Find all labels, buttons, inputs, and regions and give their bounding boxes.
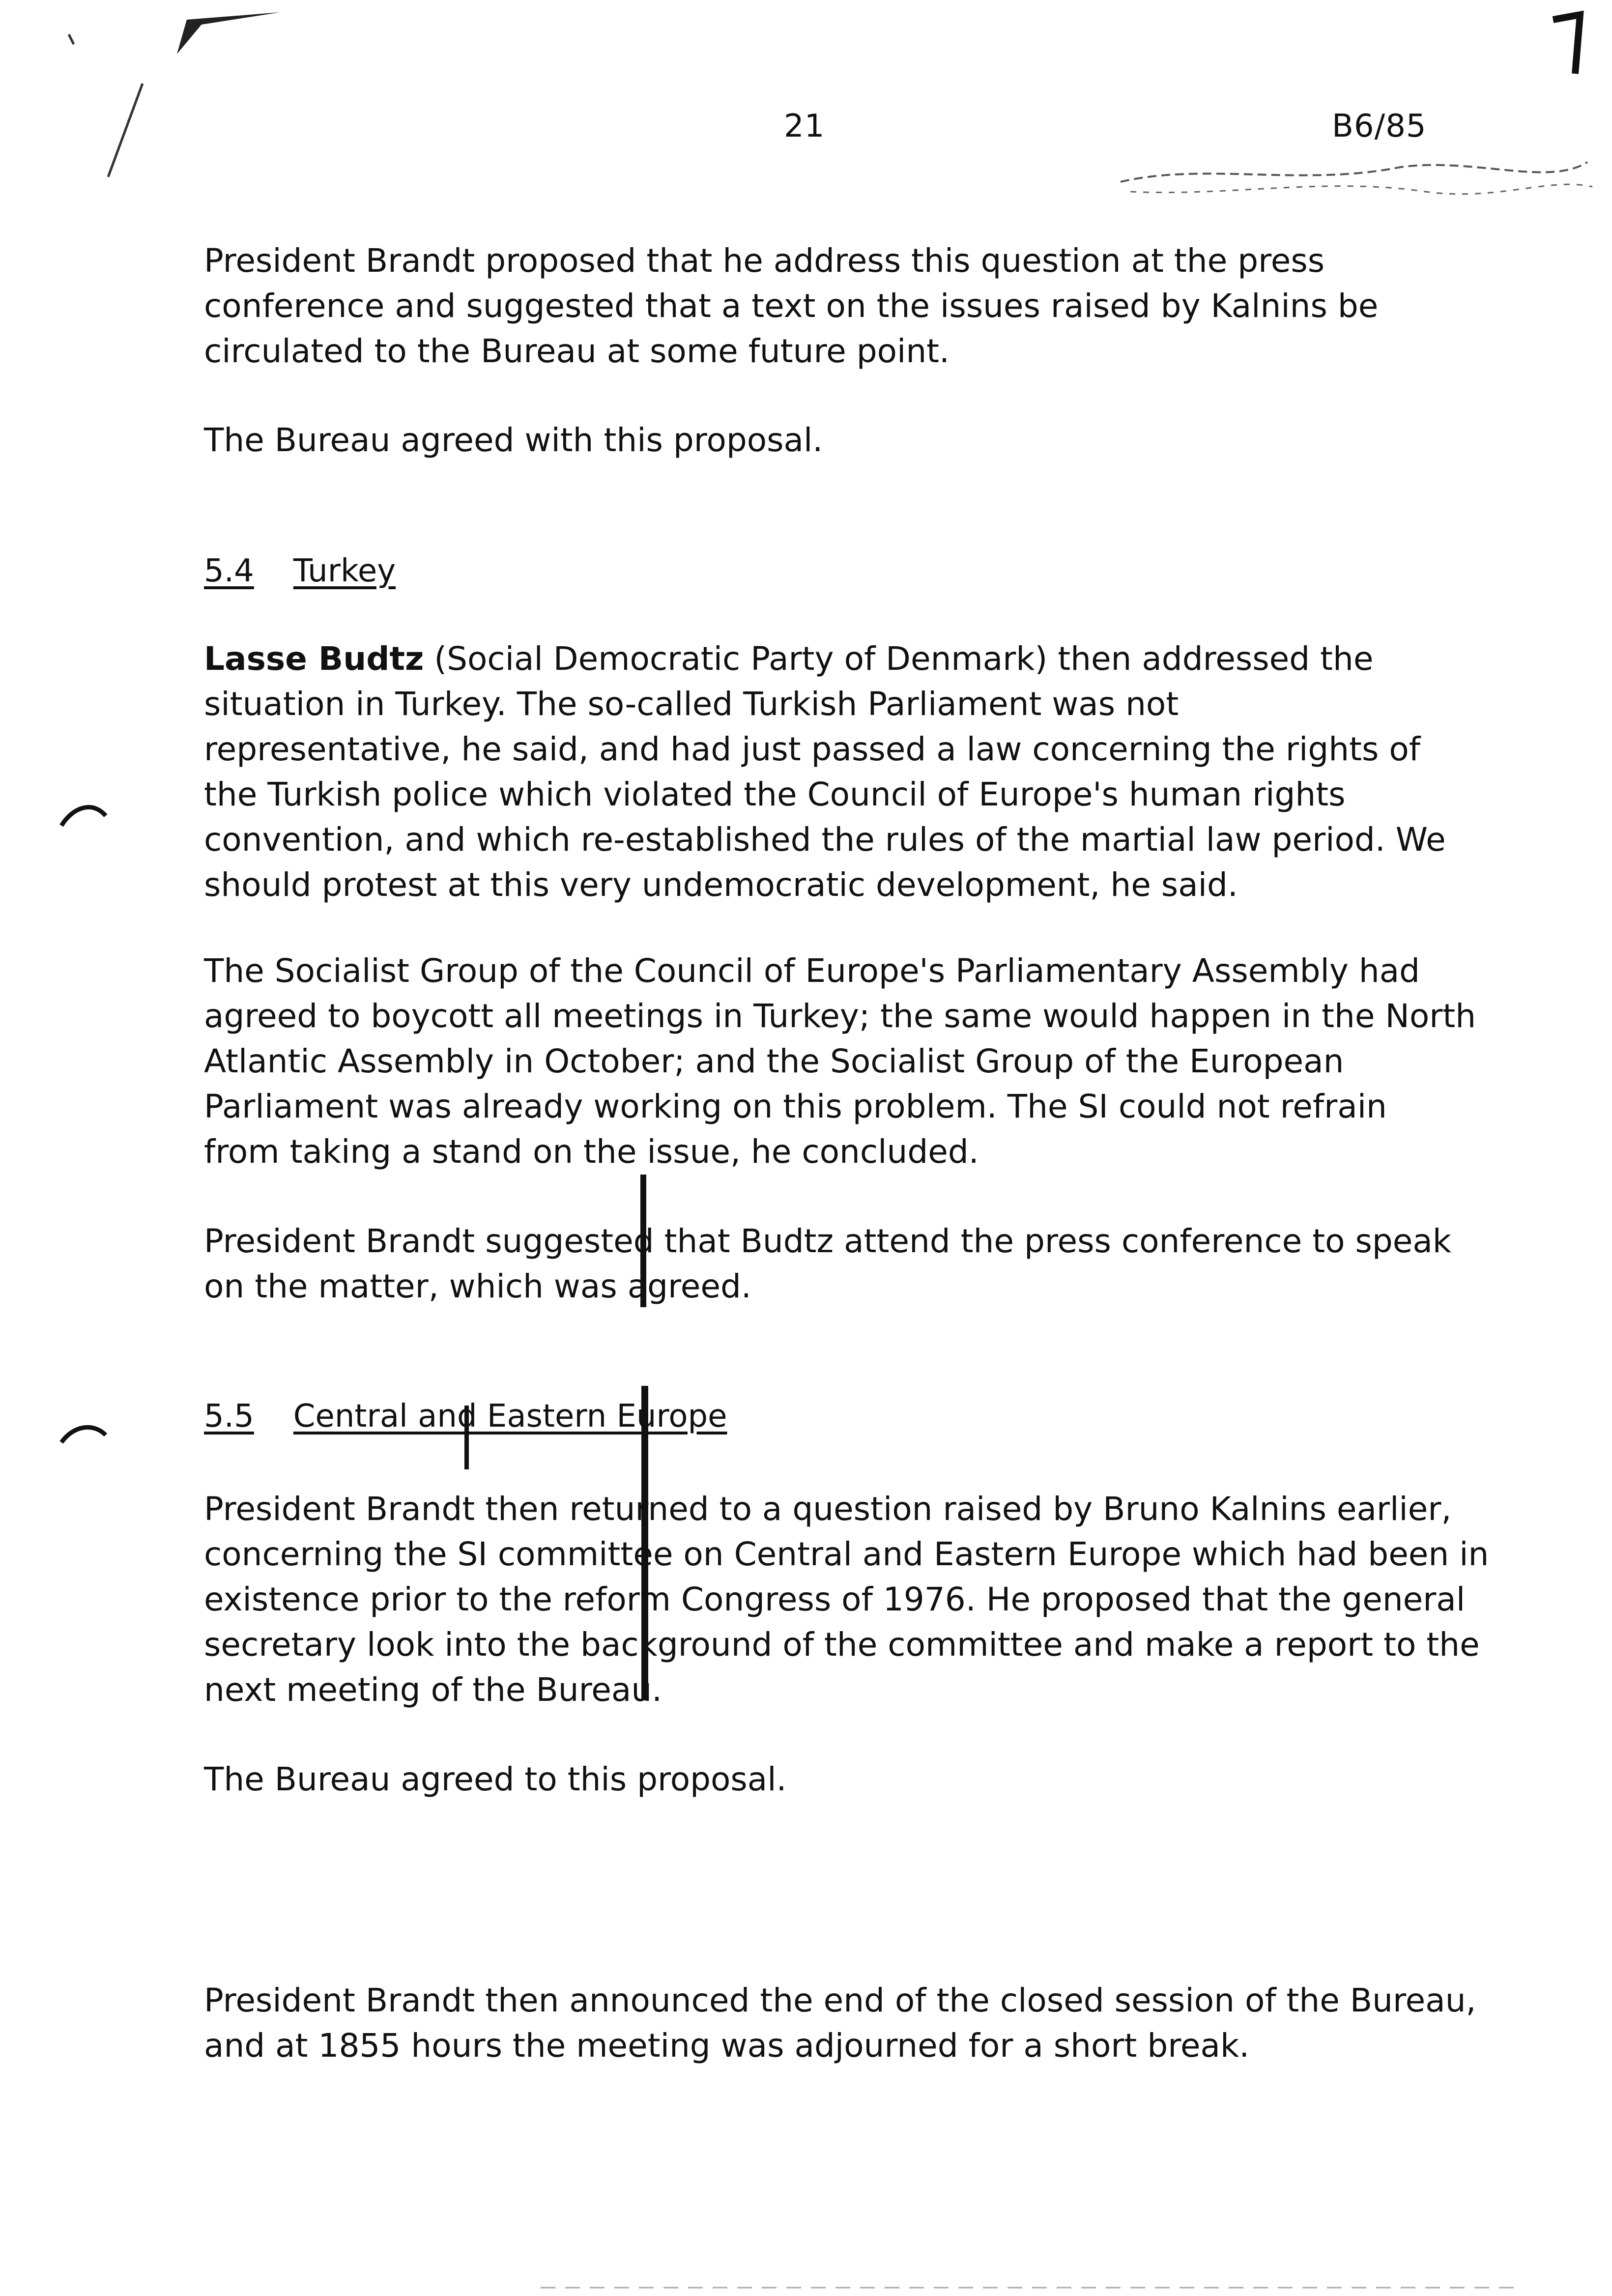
paragraph-budtz-turkey: Lasse Budtz (Social Democratic Party of Denmark) then addressed the situation in Turkey. The so-called Turkish Parliament was not representative, he said, and had just passed a law concerning the rights of the Turkish police which violated the Council of Europe's human rights convention, and which re-established the rules of the martial law period. We should protest at this very undemocratic development, he said. <box>204 640 1446 904</box>
tick-mark <box>69 34 74 44</box>
hole-punch-arc <box>61 807 106 826</box>
paragraph-brandt-proposal: President Brandt proposed that he address this question at the press conference and suggested that a text on the issues raised by Kalnins be circulated to the Bureau at some future point. <box>204 242 1379 370</box>
corner-smudge <box>177 12 280 54</box>
paragraph-socialist-group: The Socialist Group of the Council of Europe's Parliamentary Assembly had agreed to boycott all meetings in Turkey; the same would happen in the North Atlantic Assembly in October; and the Socialist Group of the European Parliament was already working on this problem. The SI could not refrain from taking a stand on the issue, he concluded. <box>204 952 1476 1171</box>
header-scribble <box>1121 162 1587 182</box>
speaker-name: Lasse Budtz <box>204 640 424 678</box>
section-heading-central-eastern-europe: 5.5 Central and Eastern Europe <box>204 1398 727 1435</box>
margin-stroke <box>108 84 143 177</box>
hole-punch-arc <box>61 1427 106 1442</box>
paragraph-session-end: President Brandt then announced the end of the closed session of the Bureau, and at 1855 hours the meeting was adjourned for a short break. <box>204 1981 1476 2065</box>
paragraph-bureau-agreed-2: The Bureau agreed to this proposal. <box>204 1760 787 1798</box>
page-number: 21 <box>784 108 825 144</box>
paragraph-si-committee: President Brandt then returned to a question raised by Bruno Kalnins earlier, concerning the SI committee on Central and Eastern Europe which had been in existence prior to the reform Congress of 1976. He proposed that the general secretary look into the background of the committee and make a report to the next meeting of the Bureau. <box>204 1490 1489 1709</box>
paragraph-bureau-agreed: The Bureau agreed with this proposal. <box>204 421 823 459</box>
header-scribble <box>1130 184 1592 194</box>
document-reference: B6/85 <box>1332 108 1427 144</box>
binder-mark <box>1553 15 1580 74</box>
section-heading-turkey: 5.4 Turkey <box>204 553 396 589</box>
paragraph-budtz-press: President Brandt suggested that Budtz attend the press conference to speak on the matter, which was agreed. <box>204 1222 1452 1305</box>
